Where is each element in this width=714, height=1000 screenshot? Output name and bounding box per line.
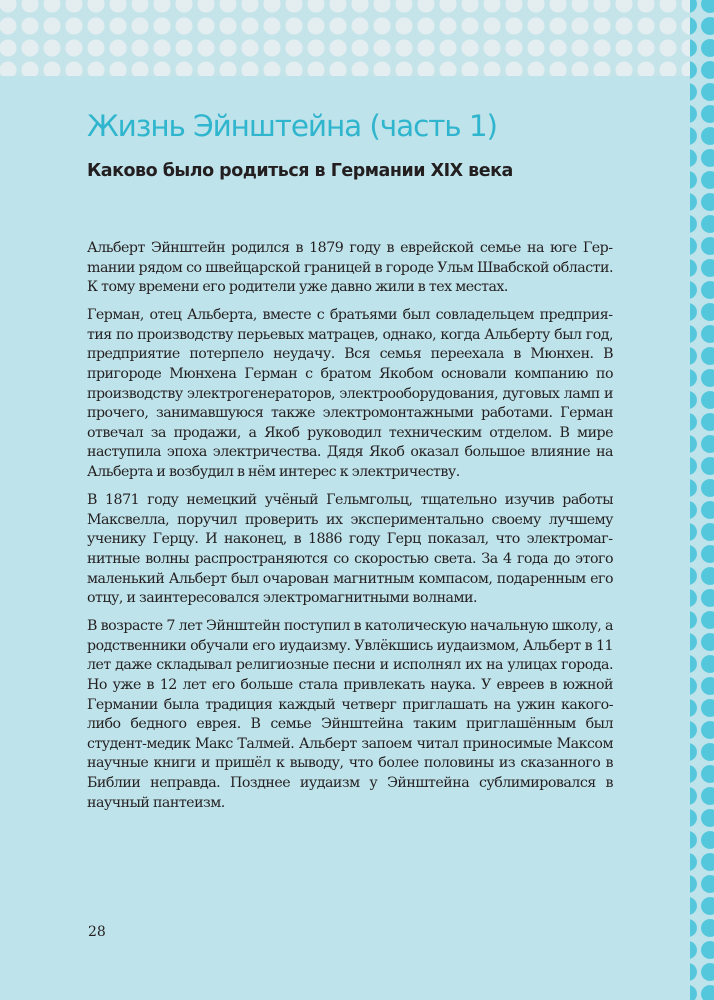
paragraph: Герман, отец Альберта, вместе с братьями был совладельцем предприятия по производству перьевых матрацев, однако, когда Альберту был год, предприятие потерпело неудачу. Вся семья переехала в Мюнхен. В пригороде Мюнхена Герман с братом Якобом основали компанию по производству электрогенераторов, электрооборудования, дуговых ламп и прочего, занимавшуюся также электромонтажными работами. Герман отвечал за продажи, а Якоб руководил техническим отделом. В мире наступила эпоха электричества. Дядя Якоб оказал большое влияние на Альберта и возбудил в нём интерес к электричеству. [87,307,613,481]
paragraph: Альберт Эйнштейн родился в 1879 году в еврейской семье на юге Герmании рядом со швейцарской границей в городе Ульм Швабской области. К тому времени его родители уже давно жили в тех местах. [87,240,613,296]
page-content [87,104,613,822]
decorative-dot-border-right [690,0,714,1000]
section-subtitle: Каково было родиться в Германии XIX века [87,161,513,181]
page-title: Жизнь Эйнштейна (часть 1) [87,109,497,143]
article-body [87,239,613,813]
paragraph: В 1871 году немецкий учёный Гельмгольц, тщательно изучив работы Максвелла, поручил проверить их экспериментально своему лучшему ученику Герцу. И наконец, в 1886 году Герц показал, что электромагнитные волны распространяются со скоростью света. За 4 года до этого маленький Альберт был очарован магнитным компасом, подаренным его отцу, и заинтересовался электромагнитными волнами. [87,492,613,607]
decorative-dot-border-top [0,0,714,76]
page-number: 28 [88,924,106,940]
paragraph: В возрасте 7 лет Эйнштейн поступил в католическую начальную школу, а родственники обучали его иудаизму. Увлёкшись иудаизмом, Альберт в 11 лет даже складывал религиозные песни и исполнял их на улицах города. Но уже в 12 лет его больше стала привлекать наука. У евреев в южной Германии была традиция каждый четверг приглашать на ужин какого-либо бедного еврея. В семье Эйнштейна таким приглашённым был студент-медик Макс Талмей. Альберт запоем читал приносимые Максом научные книги и пришёл к выводу, что более половины из сказанного в Библии неправда. Позднее иудаизм у Эйнштейна сублимировался в научный пантеизм. [87,618,613,811]
